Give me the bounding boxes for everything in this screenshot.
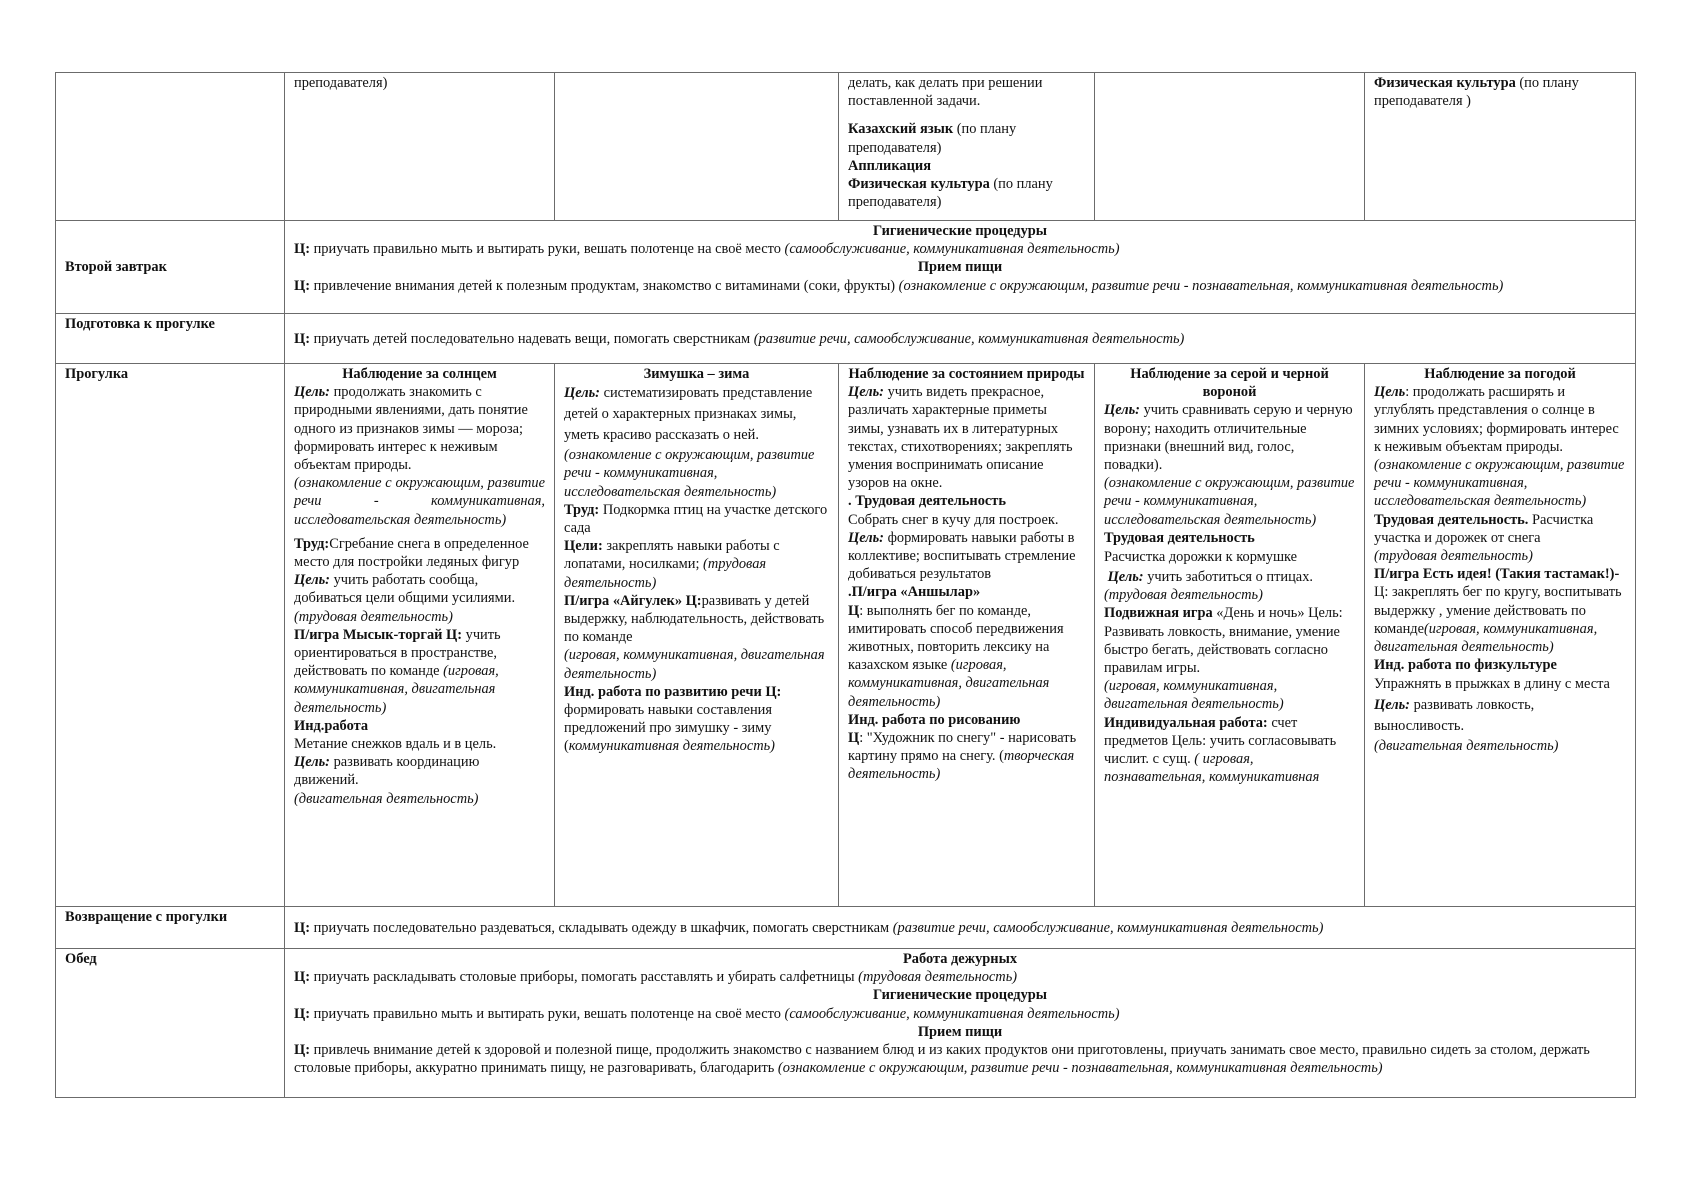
game-note: (игровая, коммуникативная, двигательная деятельность) [564,647,825,682]
top-col-1-text: преподавателя) [294,75,388,91]
walk-prep-text: приучать детей последовательно надевать вещи, помогать сверстникам [310,330,754,347]
second-breakfast-label: Второй завтрак [56,221,285,314]
ind-note: творческая деятельность) [848,748,1075,783]
game-note: (игровая, коммуникативная, двигательная деятельность) [1374,620,1598,656]
ind-label: Индивидуальная работа: [1104,714,1268,731]
walk-col-3-title: Наблюдение за состоянием природы [848,366,1085,382]
pe-note-col5: (по плану преподавателя ) [1374,75,1579,110]
work-note: (трудовая деятельность) [294,608,453,625]
goal-label: Ц: [294,1042,310,1059]
game-text: : выполнять бег по команде, имитировать способ передвижения животных, повторить лексику на казахском языке [848,602,1064,674]
work-goal-text: закреплять навыки работы с лопатами, носилками; [564,538,780,573]
top-row [56,73,1636,221]
lunch-meal-text: привлечь внимание детей к здоровой и полезной пище, продолжить знакомство с названием блюд и из каких продуктов они приготовлены, приучать занимать свое место, правильно сидеть за столом, держать столовые приборы, аккуратно принимать пищу, не разговаривать, благодарить [294,1042,1590,1077]
game-label: Подвижная игра [1104,605,1213,622]
goal-text: систематизировать представление детей о характерных признаках зимы, уметь красиво рассказать о ней. [564,385,813,444]
work-text: Расчистка участка и дорожек от снега [1374,511,1594,546]
goal-label: Ц: [294,919,310,936]
walk-col-5-title: Наблюдение за погодой [1424,366,1576,382]
walk-col-3 [839,364,1095,907]
top-col-1 [285,73,555,221]
game-label: П/игра «Айгулек» Ц: [564,592,702,609]
goal-text: : продолжать расширять и углублять представления о солнце в зимних условиях; формировать интерес к неживым объектам природы. [1374,384,1619,455]
walk-col-5 [1365,364,1636,907]
walk-col-2 [555,364,839,907]
goal-note: (ознакомление с окружающим, развитие речи - коммуникативная, исследовательская деятельность) [294,475,545,528]
goal-label: Ц: [294,1005,310,1022]
work-goal-label: Цель: [1107,569,1144,586]
game-note: (игровая, коммуникативная, двигательная деятельность) [848,657,1050,710]
goal-label: Цель: [848,384,884,401]
walk-col-1 [285,364,555,907]
lunch-label: Обед [56,949,285,1098]
applique-title: Аппликация [848,157,931,174]
work-label: Трудовая деятельность. [1374,511,1529,528]
lunch-hygiene-note: (самообслуживание, коммуникативная деятельность) [784,1005,1120,1022]
walk-prep-row [56,314,1636,364]
ind-text: Упражнять в прыжках в длину с места [1374,676,1610,693]
ind-goal-label: Цель: [294,754,330,771]
work-goal-label: Цель: [848,529,884,546]
plan-sheet [55,72,1635,1098]
goal-label: Цель [1374,384,1406,401]
goal-note: (ознакомление с окружающим, развитие речи - коммуникативная, исследовательская деятельность) [1374,457,1625,510]
work-label: Труд: [564,501,600,518]
goal-text: учить сравнивать серую и черную ворону; находить отличительные признаки (внешний вид, голос, повадки). [1104,402,1353,474]
ind-label: Инд. работа по рисованию [848,711,1021,728]
work-text: Сгребание снега в определенное место для постройки ледяных фигур [294,535,529,571]
pe-title-col5: Физическая культура [1374,75,1516,91]
ind-note: (двигательная деятельность) [1374,738,1559,755]
return-walk-label: Возвращение с прогулки [56,907,285,949]
ind-text: Метание снежков вдаль и в цель. [294,736,497,753]
lunch-row [56,949,1636,1098]
second-breakfast-content [285,221,1636,314]
goal-label: Ц: [294,277,310,294]
lunch-content [285,949,1636,1098]
ind-label: Инд. работа по физкультуре [1374,657,1557,674]
game-label: П/игра Мысык-торгай Ц: [294,626,463,643]
top-col-4 [1095,73,1365,221]
walk-col-4 [1095,364,1365,907]
work-text: Собрать снег в кучу для построек. [848,511,1059,528]
work-goal-text: формировать навыки работы в коллективе; воспитывать стремление добиваться результатов [848,529,1076,583]
ind-note: ( игровая, познавательная, коммуникативная [1104,751,1320,786]
ind-text: формировать навыки составления предложений про зимушку - зиму ( [564,702,772,755]
lunch-hygiene-heading: Гигиенические процедуры [872,987,1048,1004]
work-note: (трудовая деятельность) [1374,548,1533,565]
walk-prep-content [285,314,1636,364]
walk-row [56,364,1636,907]
hygiene-note: (самообслуживание, коммуникативная деятельность) [784,241,1120,258]
goal-label: Ц: [294,241,310,258]
meal-note: (ознакомление с окружающим, развитие речи - познавательная, коммуникативная деятельность) [898,277,1504,294]
ind-text: : "Художник по снегу" - нарисовать картину прямо на снегу. ( [848,730,1077,765]
goal-label: Цель: [1104,402,1140,419]
pe-note-col3: (по плану преподавателя) [848,176,1053,211]
kazakh-title: Казахский язык [848,121,954,138]
hygiene-heading: Гигиенические процедуры [872,223,1048,239]
lunch-hygiene-text: приучать правильно мыть и вытирать руки, вешать полотенце на своё место [310,1005,785,1022]
walk-col-2-title: Зимушка – зима [643,366,750,382]
ind-label: Инд. работа по развитию речи Ц: [564,683,782,700]
game-text: развивать у детей выдержку, наблюдательность, действовать по команде [564,592,825,646]
goal-note: (ознакомление с окружающим, развитие речи - коммуникативная, исследовательская деятельность) [564,447,815,500]
ind-label: Инд.работа [294,717,369,734]
hygiene-text: приучать правильно мыть и вытирать руки, вешать полотенце на своё место [310,241,785,258]
work-text: Подкормка птиц на участке детского сада [564,501,828,537]
top-row-label-cell [56,73,285,221]
ind-goal-label: Цель: [1374,697,1410,714]
top-col-3-line1: делать, как делать при решении поставленной задачи. [848,75,1043,110]
ind-goal-text: развивать координацию движений. [294,754,480,789]
work-goal-label: Цели: [564,538,603,555]
daily-plan-table [55,72,1636,1098]
work-goal-text: учить заботиться о птицах. [1143,569,1313,586]
game-label: .П/игра «Аншылар» [848,584,981,601]
meal-text: привлечение внимания детей к полезным продуктам, знакомство с витаминами (соки, фрукты) [310,277,899,294]
walk-prep-note: (развитие речи, самообслуживание, коммуникативная деятельность) [753,330,1185,347]
goal-label: Цель: [564,385,600,402]
work-note: (трудовая деятельность) [1104,587,1263,604]
walk-col-4-title: Наблюдение за серой и черной вороной [1130,366,1329,401]
meal-heading: Прием пищи [917,259,1003,276]
walk-col-1-title: Наблюдение за солнцем [342,366,497,382]
goal-text: учить видеть прекрасное, различать характерные приметы зимы, узнавать их в литературных текстах, стихотворениях; закреплять умения воспринимать описание узоров на окне. [848,384,1073,492]
duty-note: (трудовая деятельность) [858,969,1018,986]
return-walk-text: приучать последовательно раздеваться, складывать одежду в шкафчик, помогать сверстникам [310,919,893,936]
kazakh-note: (по плану преподавателя) [848,121,1017,156]
ind-note: (двигательная деятельность) [294,790,479,807]
top-col-2 [555,73,839,221]
game-text: учить ориентироваться в пространстве, действовать по команде [294,626,501,680]
game-note: (игровая, коммуникативная, двигательная деятельность) [294,663,499,716]
goal-label: Ц: [294,969,310,986]
walk-prep-label: Подготовка к прогулке [56,314,285,364]
ind-note: коммуникативная деятельность) [568,738,775,755]
walk-label: Прогулка [56,364,285,907]
ind-goal-text: развивать ловкость, выносливость. [1374,697,1535,735]
game-goal-label: Ц [848,602,860,619]
lunch-meal-heading: Прием пищи [917,1023,1003,1040]
ind-goal-label: Ц [848,730,860,747]
work-goal-text: учить работать сообща, добиваться цели общими усилиями. [294,572,516,607]
game-text: «День и ночь» Цель: Развивать ловкость, внимание, умение быстро бегать, действовать согласно правилам игры. [1104,605,1343,677]
work-label: . Трудовая деятельность [848,493,1006,510]
work-label: Труд: [294,535,330,552]
second-breakfast-row [56,221,1636,314]
top-col-3 [839,73,1095,221]
game-text: Ц: закреплять бег по кругу, воспитывать выдержку , умение действовать по команде [1374,584,1622,637]
goal-text: продолжать знакомить с природными явлениями, дать понятие одного из признаков зимы — мороза; формировать интерес к неживым объектам природы. [294,384,528,474]
return-walk-row [56,907,1636,949]
work-goal-label: Цель: [294,572,330,589]
goal-label: Ц: [294,330,310,347]
top-col-5 [1365,73,1636,221]
goal-label: Цель: [294,384,330,401]
work-note: (трудовая деятельность) [564,556,767,591]
game-label: П/игра Есть идея! (Такия тастамак!)- [1374,566,1620,583]
return-walk-content [285,907,1636,949]
work-label: Трудовая деятельность [1104,529,1255,546]
ind-text: счет предметов Цель: учить согласовывать числит. с сущ. [1104,714,1337,768]
return-walk-note: (развитие речи, самообслуживание, коммуникативная деятельность) [892,919,1324,936]
duty-text: приучать раскладывать столовые приборы, помогать расставлять и убирать салфетницы [310,969,859,986]
lunch-meal-note: (ознакомление с окружающим, развитие речи - познавательная, коммуникативная деятельность) [777,1060,1383,1077]
work-text: Расчистка дорожки к кормушке [1104,549,1298,566]
pe-title-col3: Физическая культура [848,176,990,193]
goal-note: (ознакомление с окружающим, развитие речи - коммуникативная, исследовательская деятельность) [1104,475,1355,528]
duty-heading: Работа дежурных [902,951,1018,967]
game-note: (игровая, коммуникативная, двигательная деятельность) [1104,678,1284,713]
